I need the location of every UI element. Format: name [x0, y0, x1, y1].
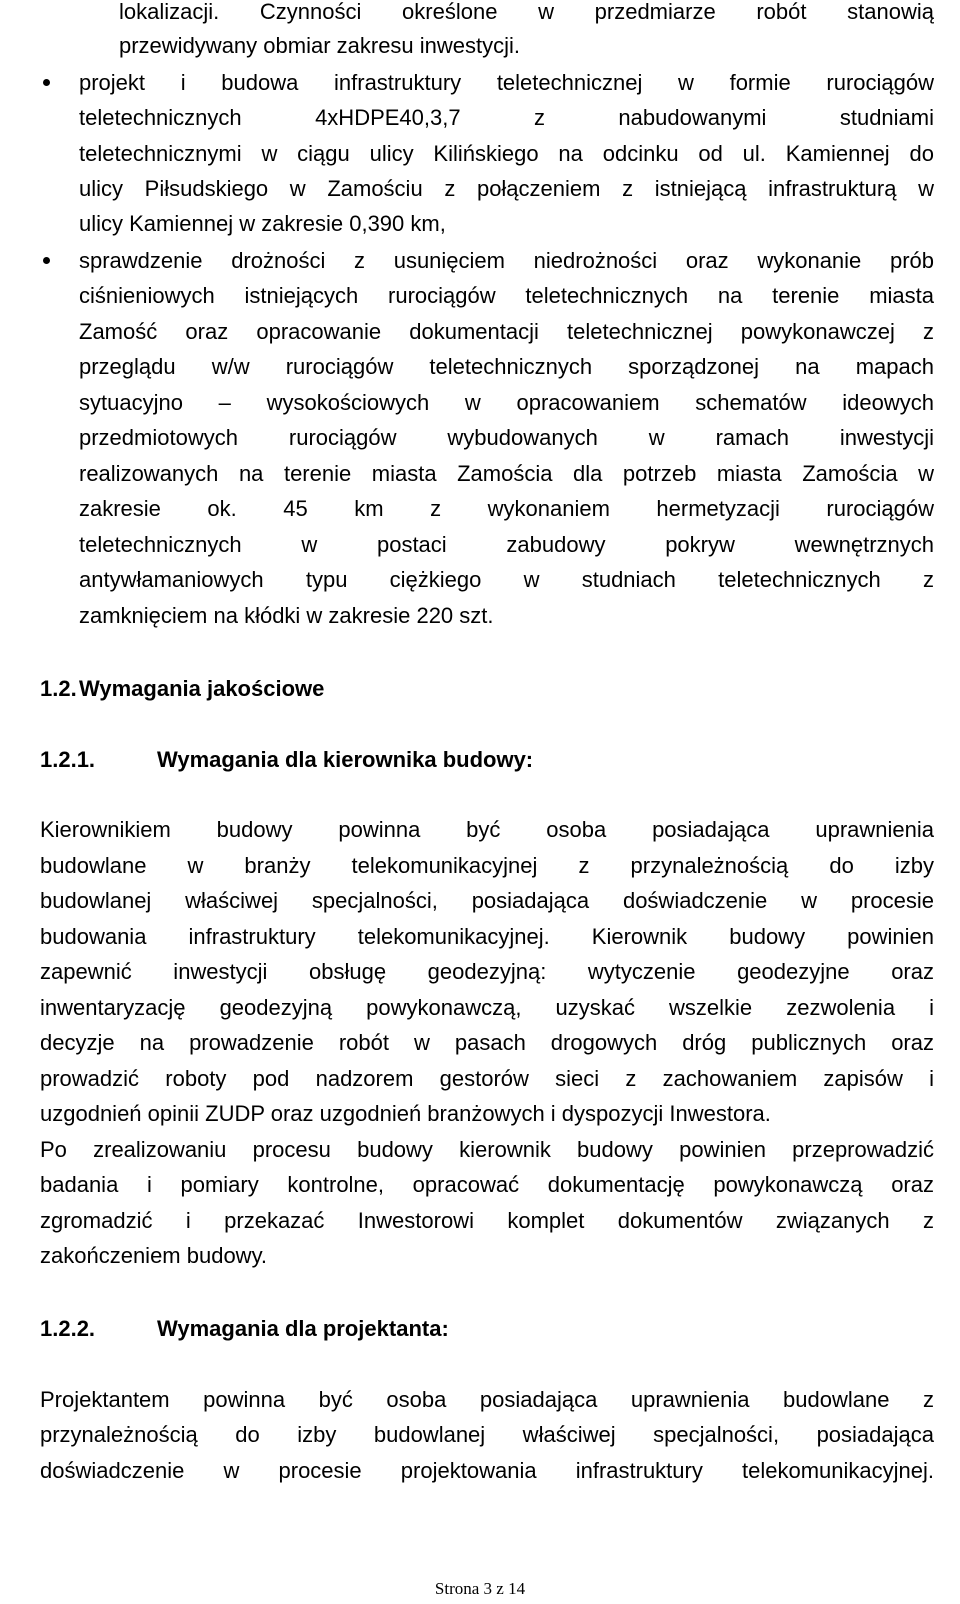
text-line: budowlanej właściwej specjalności, posiadająca doświadczenie w procesie [40, 888, 934, 913]
text-line: decyzje na prowadzenie robót w pasach drogowych dróg publicznych oraz [40, 1030, 934, 1055]
text-line: teletechnicznych w postaci zabudowy pokryw wewnętrznych [79, 532, 934, 557]
section-title: Wymagania jakościowe [79, 676, 325, 701]
page-number-footer: Strona 3 z 14 [434, 1579, 526, 1598]
text-line: Projektantem powinna być osoba posiadająca uprawnienia budowlane z [40, 1387, 934, 1412]
text-line: prowadzić roboty pod nadzorem gestorów sieci z zachowaniem zapisów i [40, 1066, 934, 1091]
section-number: 1.2. [40, 676, 77, 701]
text-line: ulicy Piłsudskiego w Zamościu z połączeniem z istniejącą infrastrukturą w [79, 176, 934, 201]
text-line: lokalizacji. Czynności określone w przedmiarze robót stanowią [119, 0, 934, 24]
text-line: teletechnicznymi w ciągu ulicy Kilińskiego na odcinku od ul. Kamiennej do [79, 141, 934, 166]
text-line: badania i pomiary kontrolne, opracować dokumentację powykonawczą oraz [40, 1172, 934, 1197]
text-line: doświadczenie w procesie projektowania infrastruktury telekomunikacyjnej. [40, 1458, 934, 1483]
text-line: przynależnością do izby budowlanej właściwej specjalności, posiadająca [40, 1422, 934, 1447]
bullet-icon [43, 79, 50, 86]
text-line: zamknięciem na kłódki w zakresie 220 szt. [79, 603, 494, 628]
text-line: ciśnieniowych istniejących rurociągów teletechnicznych na terenie miasta [79, 283, 934, 308]
section-number: 1.2.1. [40, 747, 96, 772]
text-line: Po zrealizowaniu procesu budowy kierownik budowy powinien przeprowadzić [40, 1137, 934, 1162]
section-title: Wymagania dla projektanta: [157, 1316, 449, 1341]
text-line: ulicy Kamiennej w zakresie 0,390 km, [79, 211, 446, 236]
section-title: Wymagania dla kierownika budowy: [157, 747, 534, 772]
text-line: przewidywany obmiar zakresu inwestycji. [119, 33, 521, 58]
text-line: antywłamaniowych typu ciężkiego w studniach teletechnicznych z [79, 567, 934, 592]
text-line: teletechnicznych 4xHDPE40,3,7 z nabudowanymi studniami [79, 105, 934, 130]
text-line: projekt i budowa infrastruktury teletechnicznej w formie rurociągów [79, 70, 934, 95]
text-line: Kierownikiem budowy powinna być osoba posiadająca uprawnienia [40, 817, 934, 842]
text-line: realizowanych na terenie miasta Zamościa dla potrzeb miasta Zamościa w [79, 461, 934, 486]
text-line: zakresie ok. 45 km z wykonaniem hermetyzacji rurociągów [79, 496, 934, 521]
text-line: zgromadzić i przekazać Inwestorowi komplet dokumentów związanych z [40, 1208, 934, 1233]
section-number: 1.2.2. [40, 1316, 96, 1341]
text-line: przeglądu w/w rurociągów teletechnicznych sporządzonej na mapach [79, 354, 934, 379]
text-line: sytuacyjno – wysokościowych w opracowaniem schematów ideowych [79, 390, 934, 415]
text-line: budowlane w branży telekomunikacyjnej z przynależnością do izby [40, 853, 934, 878]
text-line: przedmiotowych rurociągów wybudowanych w ramach inwestycji [79, 425, 934, 450]
text-line: Zamość oraz opracowanie dokumentacji teletechnicznej powykonawczej z [79, 319, 934, 344]
text-line: budowania infrastruktury telekomunikacyjnej. Kierownik budowy powinien [40, 924, 934, 949]
bullet-icon [43, 257, 50, 264]
text-line: inwentaryzację geodezyjną powykonawczą, uzyskać wszelkie zezwolenia i [40, 995, 934, 1020]
text-line: uzgodnień opinii ZUDP oraz uzgodnień branżowych i dyspozycji Inwestora. [40, 1101, 771, 1126]
text-line: zakończeniem budowy. [40, 1243, 268, 1268]
text-line: zapewnić inwestycji obsługę geodezyjną: wytyczenie geodezyjne oraz [40, 959, 934, 984]
text-line: sprawdzenie drożności z usunięciem niedrożności oraz wykonanie prób [79, 248, 934, 273]
